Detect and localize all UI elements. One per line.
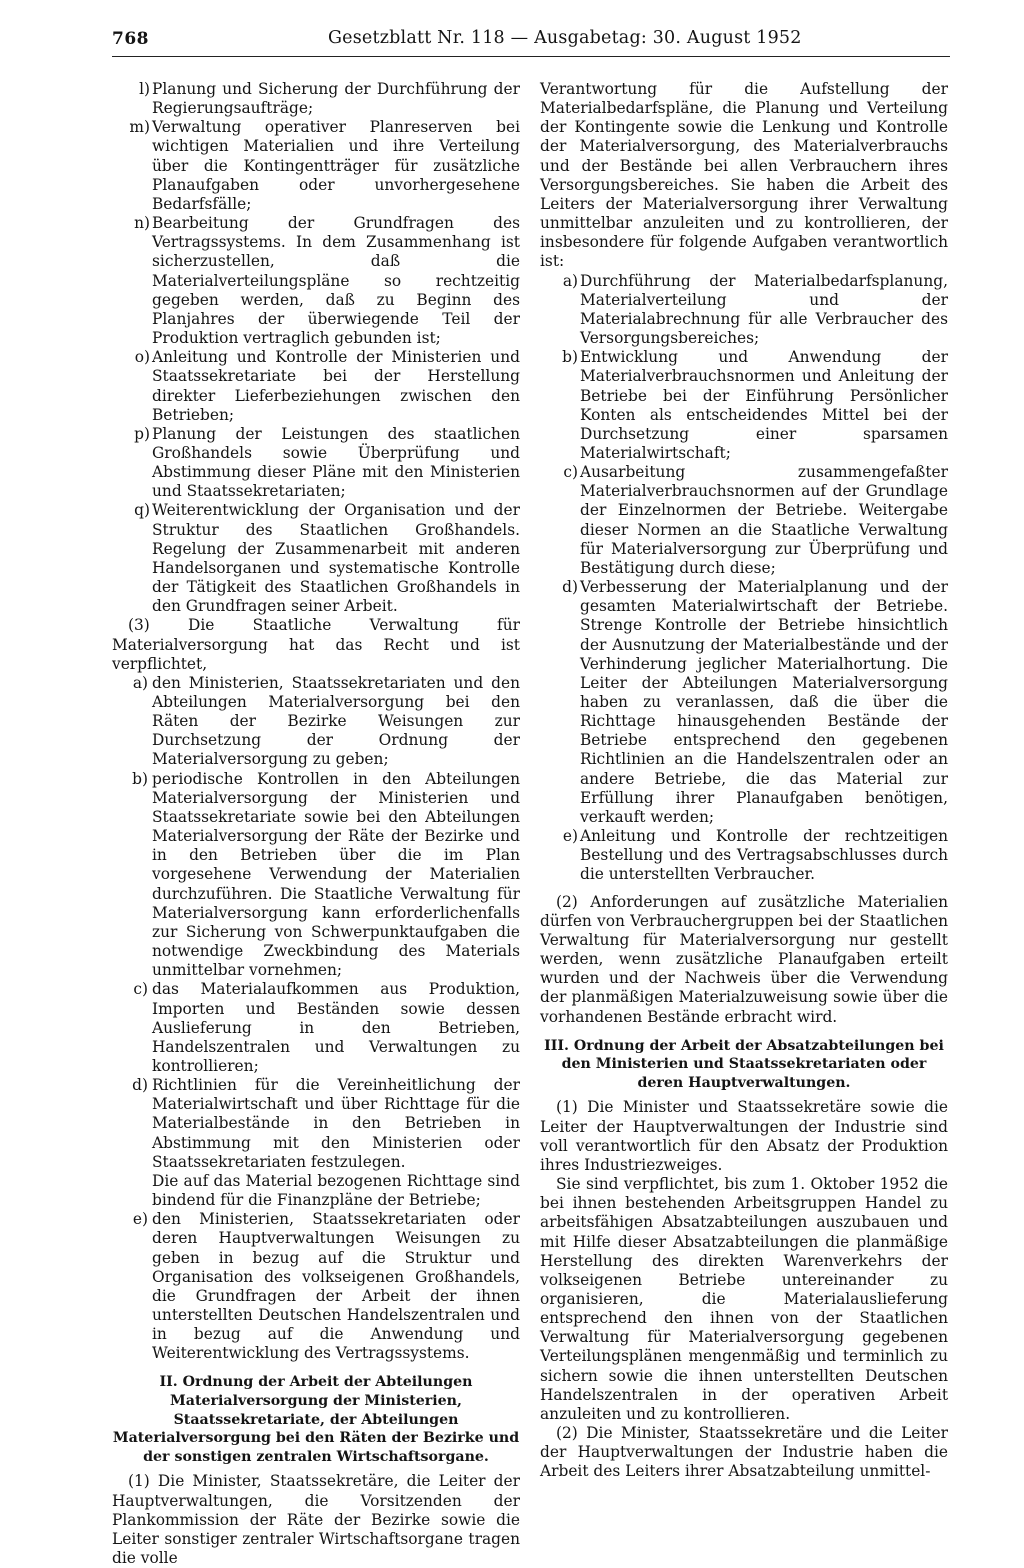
list-item [540, 578, 948, 827]
list-marker: l) [139, 80, 150, 98]
list-text: Anleitung und Kontrolle der rechtzeitigen Bestellung und des Vertragsabschlusses durch die unterstellten Verbraucher. [580, 827, 948, 884]
list-text: periodische Kontrollen in den Abteilungen Materialversorgung der Ministerien und Staatssekretariate sowie bei den Abteilungen Materialversorgung der Räte der Bezirke und in den Betrieben über die im Plan vorgesehene Verwendung der Materialien durchzuführen. Die Staatliche Verwaltung für Materialversorgung kann erforderlichenfalls zur Sicherung von Schwerpunktaufgaben die notwendige Zweckbindung des Materials unmittelbar vornehmen; [152, 769, 520, 980]
list-text: Richtlinien für die Vereinheitlichung der Materialwirtschaft und über Richttage für die Materialbestände in den Betrieben in Abstimmung mit den Ministerien oder Staatssekretariaten festzulegen. [152, 1076, 520, 1171]
section-III-paragraph-1b: Sie sind verpflichtet, bis zum 1. Oktober 1952 die bei ihnen bestehenden Arbeitsgruppen Handel zu arbeitsfähigen Absatzabteilungen auszubauen und mit Hilfe dieser Absatzabteilungen die planmäßige Herstellung des direkten Warenverkehrs der volkseigenen Betriebe untereinander zu organisieren, die Materialauslieferung entsprechend den ihnen von der Staatlichen Verwaltung für Materialversorgung gegebenen Verteilungsplänen mengenmäßig und terminlich zu sichern sowie die ihnen unterstellten Deutschen Handelszentralen in der operativen Arbeit anzuleiten und zu kontrollieren. [540, 1175, 948, 1423]
page-header [112, 26, 950, 57]
list-text: Planung und Sicherung der Durchführung der Regierungsaufträge; [152, 80, 520, 118]
list-marker: c) [563, 463, 578, 482]
list-text: Anleitung und Kontrolle der Ministerien und Staatssekretariate bei der Herstellung direkter Lieferbeziehungen zwischen den Betrieben; [152, 348, 520, 424]
list-item [540, 463, 948, 578]
list-marker: o) [134, 348, 150, 367]
right-intro: Verantwortung für die Aufstellung der Materialbedarfspläne, die Planung und Verteilung der Kontingente sowie die Lenkung und Kontrolle der Materialversorgung, des Materialverbrauchs und der Bestände bei allen Verbrauchern ihres Versorgungsbereiches. Sie haben die Arbeit des Leiters der Materialversorgung ihrer Verwaltung unmittelbar anzuleiten und zu kontrollieren, der insbesondere für folgende Aufgaben verantwortlich ist: [540, 80, 948, 271]
list-item [112, 501, 520, 616]
left-column [112, 80, 520, 1568]
list-text: das Materialaufkommen aus Produktion, Importen und Beständen sowie dessen Auslieferung in den Betrieben, Handelszentralen und Verwaltungen zu kontrollieren; [152, 980, 520, 1075]
list-item [112, 118, 520, 214]
paragraph-2: (2) Anforderungen auf zusätzliche Materialien dürfen von Verbrauchergruppen bei der Staatlichen Verwaltung für Materialversorgung nur gestellt werden, wenn zusätzliche Planaufgaben erteilt wurden und der Nachweis über die Verwendung der planmäßigen Materialzuweisung sowie über die vorhandenen Bestände erbracht wird. [540, 892, 948, 1026]
list-item [112, 80, 520, 118]
section-heading-III: III. Ordnung der Arbeit der Absatzabteilungen bei den Ministerien und Staatssekretariaten oder deren Hauptverwaltungen. [544, 1037, 944, 1091]
list-item [540, 348, 948, 463]
list-marker: m) [129, 118, 150, 137]
list-item [112, 1210, 520, 1363]
page-number: 768 [112, 29, 149, 49]
section-III-paragraph-1: (1) Die Minister und Staatssekretäre sowie die Leiter der Hauptverwaltungen der Industrie sind voll verantwortlich für den Absatz der Produktion ihres Industriezweiges. [540, 1098, 948, 1174]
list-text: Weiterentwicklung der Organisation und der Struktur des Staatlichen Großhandels. Regelung der Zusammenarbeit mit anderen Handelsorganen und systematische Kontrolle der Tätigkeit des Staatlichen Großhandels in den Grundfragen seiner Arbeit. [152, 501, 520, 616]
section-II-paragraph-1: (1) Die Minister, Staatssekretäre, die Leiter der Hauptverwaltungen, die Vorsitzenden der Plankommission der Räte der Bezirke sowie die Leiter sonstiger zentraler Wirtschaftsorgane tragen die volle [112, 1472, 520, 1568]
list-text: Planung der Leistungen des staatlichen Großhandels sowie Überprüfung und Abstimmung dieser Pläne mit den Ministerien und Staatssekretariaten; [152, 424, 520, 501]
list-text: den Ministerien, Staatssekretariaten oder deren Hauptverwaltungen Weisungen zu geben in bezug auf die Struktur und Organisation des volkseigenen Großhandels, die Grundfragen der Arbeit der ihnen unterstellten Deutschen Handelszentralen und in bezug auf die Anwendung und Weiterentwicklung des Vertragssystems. [152, 1210, 520, 1363]
list-marker: e) [132, 1210, 148, 1229]
left-items-sub [112, 674, 520, 1364]
list-item [540, 827, 948, 884]
list-item [112, 1076, 520, 1172]
list-marker: n) [134, 214, 150, 233]
list-marker: a) [132, 673, 148, 692]
list-item [112, 214, 520, 348]
list-marker: b) [562, 348, 578, 367]
list-text: Verwaltung operativer Planreserven bei wichtigen Materialien und ihre Verteilung über die Kontingentträger für zusätzliche Planaufgaben oder unvorhergesehene Bedarfsfälle; [152, 118, 520, 213]
list-marker: d) [132, 1076, 148, 1095]
list-text: Durchführung der Materialbedarfsplanung, Materialverteilung und der Materialabrechnung für alle Verbraucher des Versorgungsbereiches; [580, 271, 948, 348]
list-text: Ausarbeitung zusammengefaßter Materialverbrauchsnormen auf der Grundlage der Einzelnormen der Betriebe. Weitergabe dieser Normen an die Staatliche Verwaltung für Materialversorgung zur Überprüfung und Bestätigung durch diese; [580, 463, 948, 577]
list-item [540, 272, 948, 349]
list-text: den Ministerien, Staatssekretariaten und den Abteilungen Materialversorgung bei den Räten der Bezirke Weisungen zur Durchsetzung der Ordnung der Materialversorgung zu geben; [152, 673, 520, 769]
list-text: Verbesserung der Materialplanung und der gesamten Materialwirtschaft der Betriebe. Strenge Kontrolle der Betriebe hinsichtlich der Ausnutzung der Materialbestände und der Verhinderung jeglicher Materialhortung. Die Leiter der Abteilungen Materialversorgung haben zu veranlassen, daß die über die Richttage hinausgehenden Bestände der Betriebe entsprechend den gegebenen Richtlinien an die Handelszentralen oder an andere Betriebe, die das Material zur Erfüllung ihrer Planaufgaben benötigen, verkauft werden; [580, 578, 948, 826]
list-item [112, 980, 520, 1076]
header-title: Gesetzblatt Nr. 118 — Ausgabetag: 30. August 1952 [328, 28, 802, 48]
list-text: Bearbeitung der Grundfragen des Vertragssystems. In dem Zusammenhang ist sicherzustellen, daß die Materialverteilungspläne so rechtzeitig gegeben werden, daß zu Beginn des Planjahres der überwiegende Teil der Produktion vertraglich gebunden ist; [152, 214, 520, 348]
list-marker: p) [134, 424, 150, 443]
list-marker: b) [132, 769, 148, 788]
list-marker: d) [562, 578, 578, 597]
list-item [112, 348, 520, 425]
list-marker: e) [562, 827, 578, 846]
section-heading-II: II. Ordnung der Arbeit der Abteilungen Materialversorgung der Ministerien, Staatssekretariate, der Abteilungen Materialversorgung bei den Räten der Bezirke und der sonstigen zentralen Wirtschaftsorgane. [112, 1374, 520, 1465]
list-marker: a) [562, 271, 578, 290]
right-column [540, 80, 948, 1482]
right-items [540, 272, 948, 885]
list-marker: q) [134, 501, 150, 520]
list-item [112, 770, 520, 981]
list-text: Entwicklung und Anwendung der Materialverbrauchsnormen und Anleitung der Betriebe bei der Einführung Persönlicher Konten als entscheidendes Mittel bei der Durchsetzung einer sparsamen Materialwirtschaft; [580, 348, 948, 462]
list-marker: c) [133, 980, 148, 999]
section-III-paragraph-2: (2) Die Minister, Staatssekretäre und die Leiter der Hauptverwaltungen der Industrie haben die Arbeit des Leiters ihrer Absatzabteilung unmittel- [540, 1424, 948, 1481]
list-item [112, 674, 520, 770]
list-item [112, 425, 520, 502]
d-continuation: Die auf das Material bezogenen Richttage sind bindend für die Finanzpläne der Betriebe; [152, 1171, 520, 1210]
paragraph-3: (3) Die Staatliche Verwaltung für Materialversorgung hat das Recht und ist verpflichtet, [112, 616, 520, 673]
left-items-top [112, 80, 520, 616]
